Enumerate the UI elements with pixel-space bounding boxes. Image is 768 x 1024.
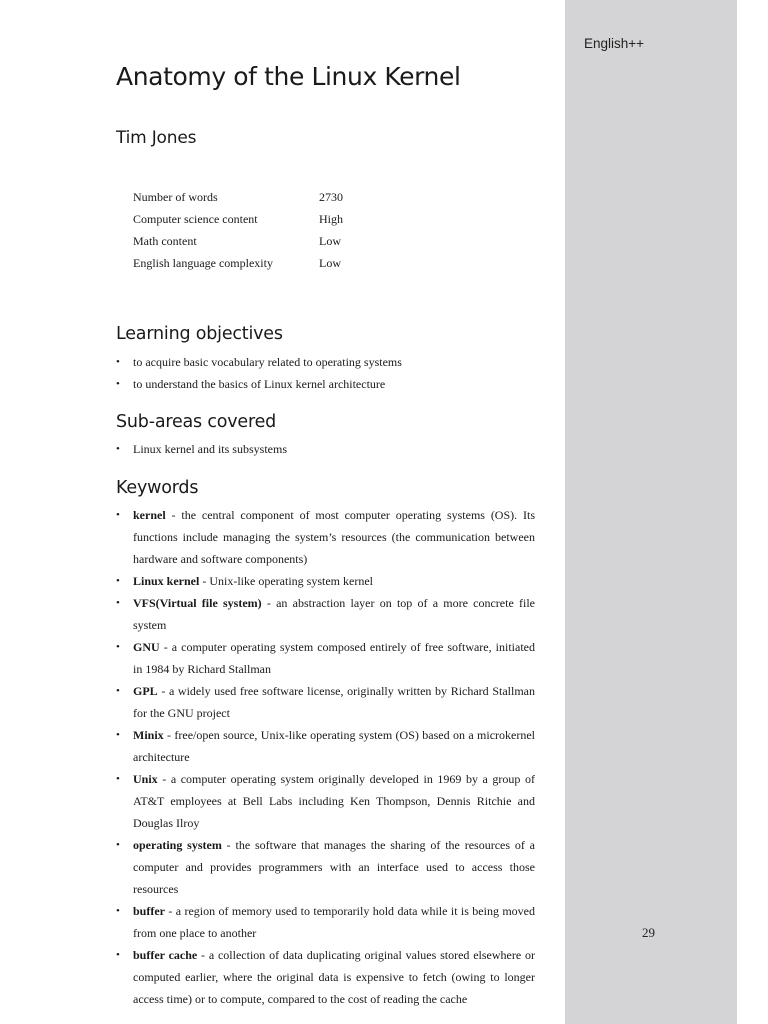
keyword-item — [116, 834, 535, 900]
keyword-item — [116, 680, 535, 724]
keyword-term: VFS(Virtual file system) — [133, 596, 262, 610]
keyword-item — [116, 570, 535, 592]
keyword-definition: - a widely used free software license, originally written by Richard Stallman for the GNU project — [133, 684, 535, 720]
metadata-value: Low — [319, 255, 341, 270]
metadata-value: High — [319, 211, 343, 226]
metadata-label: Number of words — [133, 189, 218, 204]
keyword-item — [116, 724, 535, 768]
author-name: Tim Jones — [116, 128, 197, 148]
metadata-row — [133, 186, 343, 208]
keyword-definition: - a computer operating system composed entirely of free software, initiated in 1984 by Richard Stallman — [133, 640, 535, 676]
metadata-value: Low — [319, 233, 341, 248]
keyword-definition: - a region of memory used to temporarily hold data while it is being moved from one place to another — [133, 904, 535, 940]
keyword-term: Linux kernel — [133, 574, 200, 588]
page-edge — [737, 0, 768, 1024]
keyword-item — [116, 768, 535, 834]
sub-areas-list — [116, 438, 535, 460]
series-brand: English++ — [584, 36, 645, 51]
page-title: Anatomy of the Linux Kernel — [116, 62, 461, 91]
keyword-term: operating system — [133, 838, 222, 852]
learning-objectives-list — [116, 351, 535, 395]
keyword-item — [116, 900, 535, 944]
keyword-definition: - an abstraction layer on top of a more concrete file system — [133, 596, 536, 632]
keyword-definition: - a collection of data duplicating original values stored elsewhere or computed earlier, where the original data is expensive to fetch (owing to longer access time) or to compute, compared to the cost of reading the cache — [133, 948, 535, 1006]
keyword-definition: - Unix-like operating system kernel — [199, 574, 373, 588]
list-item: • to understand the basics of Linux kernel architecture — [116, 373, 535, 395]
list-item: • Linux kernel and its subsystems — [116, 438, 535, 460]
metadata-row — [133, 230, 343, 252]
keyword-term: GNU — [133, 640, 160, 654]
sidebar-band — [565, 0, 737, 1024]
keywords-list — [116, 504, 535, 1010]
keyword-term: Minix — [133, 728, 164, 742]
keyword-term: buffer cache — [133, 948, 198, 962]
keyword-definition: - the central component of most computer operating systems (OS). Its functions include managing the system’s resources (the communication between hardware and software components) — [133, 508, 535, 566]
keyword-term: buffer — [133, 904, 165, 918]
learning-objectives-heading: Learning objectives — [116, 324, 283, 344]
keyword-item — [116, 636, 535, 680]
keyword-definition: - the software that manages the sharing of the resources of a computer and provides programmers with an interface used to access those resources — [133, 838, 535, 896]
sub-areas-heading: Sub-areas covered — [116, 412, 277, 432]
metadata-row — [133, 252, 343, 274]
metadata-label: Math content — [133, 233, 197, 248]
keyword-term: Unix — [133, 772, 158, 786]
article-metadata-table — [133, 186, 343, 274]
keywords-heading: Keywords — [116, 478, 199, 498]
metadata-value: 2730 — [319, 189, 343, 204]
keyword-term: kernel — [133, 508, 166, 522]
page-number: 29 — [642, 925, 655, 940]
keyword-item — [116, 504, 535, 570]
metadata-row — [133, 208, 343, 230]
metadata-label: Computer science content — [133, 211, 258, 226]
keyword-term: GPL — [133, 684, 158, 698]
keyword-item — [116, 944, 535, 1010]
list-item: • to acquire basic vocabulary related to operating systems — [116, 351, 535, 373]
metadata-label: English language complexity — [133, 255, 273, 270]
keyword-definition: - a computer operating system originally developed in 1969 by a group of AT&T employees at Bell Labs including Ken Thompson, Dennis Ritchie and Douglas Ilroy — [133, 772, 535, 830]
keyword-definition: - free/open source, Unix-like operating system (OS) based on a microkernel architecture — [133, 728, 535, 764]
keyword-item — [116, 592, 535, 636]
